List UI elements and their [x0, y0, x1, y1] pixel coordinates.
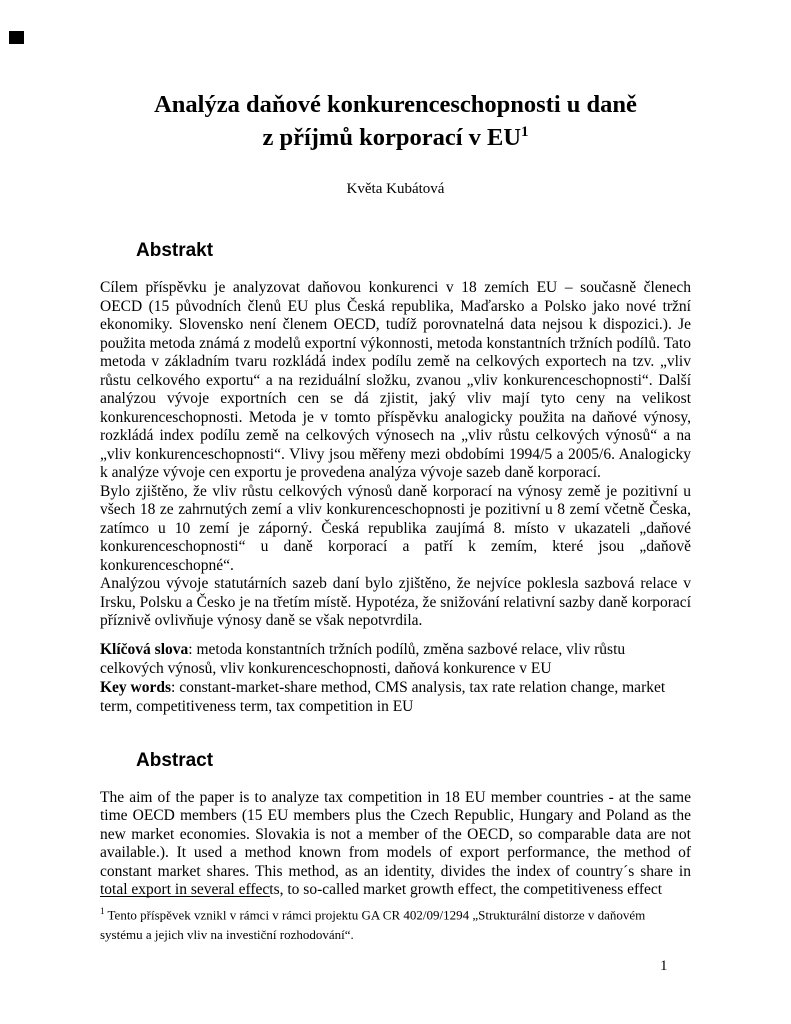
paper-title-line-1: Analýza daňové konkurenceschopnosti u daně — [154, 91, 637, 118]
keywords-cz-label: Klíčová slova — [100, 640, 189, 658]
scan-corner-mark — [9, 31, 24, 44]
author-name: Květa Kubátová — [346, 181, 445, 197]
abstract-en-heading: Abstract — [136, 749, 214, 771]
abstract-cz-paragraph-2: Bylo zjištěno, že vliv růstu celkových výnosů daně korporací na výnosy země je pozitivní u všech 18 ze zahrnutých zemí a vliv konkurenceschopnosti je pozitivní u 8 zemí včetně Česka, zatímco u 10 zemí je záporný. Česká republika zaujímá 8. místo v ukazateli „daňové konkurenceschopnosti“ u daně korporací a patří k zemím, které jsou „daňově konkurenceschopné“. — [100, 482, 691, 574]
keywords-cz-text: : metoda konstantních tržních podílů, změna sazbové relace, vliv růstu celkových výnosů, vliv konkurenceschopnosti, daňová konkurence v EU — [100, 640, 626, 677]
keywords-block — [100, 640, 691, 716]
abstract-cz-heading: Abstrakt — [136, 240, 214, 261]
footnote-marker: 1 — [100, 906, 105, 916]
footnote-block — [100, 896, 691, 944]
abstract-cz-paragraph-3: Analýzou vývoje statutárních sazeb daní bylo zjištěno, že nejvíce poklesla sazbová relace v Irsku, Polsku a Česko je na třetím místě. Hypotéza, že snižování relativní sazby daně korporací příznivě ovlivňuje výnosy daně se však nepotvrdila. — [100, 575, 691, 629]
footnote-text — [100, 902, 691, 944]
title-footnote-reference: 1 — [521, 123, 529, 140]
footnote-separator-rule — [100, 896, 270, 897]
paper-title-line-2: z příjmů korporací v EU — [262, 124, 522, 151]
keywords-en-label: Key words — [100, 678, 172, 696]
footnote-body: Tento příspěvek vznikl v rámci v rámci projektu GA CR 402/09/1294 „Strukturální distorze v daňovém systému a jejich vliv na investiční rozhodování“. — [100, 907, 646, 942]
keywords-en-text: : constant-market-share method, CMS analysis, tax rate relation change, market term, competitiveness term, tax competition in EU — [100, 678, 666, 715]
keywords-en — [100, 678, 691, 716]
abstract-cz-paragraph-1: Cílem příspěvku je analyzovat daňovou konkurenci v 18 zemích EU – současně členech OECD (15 původních členů EU plus Česká republika, Maďarsko a Polsko jako nové tržní ekonomiky. Slovensko není členem OECD, tudíž porovnatelná data nejsou k dispozici.). Je použita metoda známá z modelů exportní výkonnosti, metoda konstantních tržních podílů. Tato metoda v základním tvaru rozkládá index podílu země na celkových exportech na tzv. „vliv růstu celkového exportu“ a na reziduální složku, zvanou „vliv konkurenceschopnosti“. Další analýzou vývoje exportních cen se dá zjistit, jaký vliv mají tyto ceny na velikost konkurenceschopnosti. Metoda je v tomto příspěvku analogicky použita na daňové výnosy, rozkládá index podílu země na celkových výnosech na „vliv růstu celkových výnosů“ a na „vliv konkurenceschopnosti“. Vlivy jsou měřeny mezi obdobími 1994/5 a 2005/6. Analogicky k analýze vývoje cen exportu je provedena analýza vývoje sazeb daně korporací. — [100, 279, 691, 481]
page-number: 1 — [660, 958, 668, 974]
abstract-en-paragraph-1: The aim of the paper is to analyze tax competition in 18 EU member countries - at the same time OECD members (15 EU members plus the Czech Republic, Hungary and Poland as the new market economies. Slovakia is not a member of the OECD, so comparable data are not available.). It used a method known from models of export performance, the method of constant market shares. This method, as an identity, divides the index of country´s share in total export in several effects, to so-called market growth effect, the competitiveness effect — [100, 788, 691, 898]
paper-title — [100, 88, 691, 154]
keywords-cz — [100, 640, 691, 678]
page-content — [100, 0, 691, 900]
